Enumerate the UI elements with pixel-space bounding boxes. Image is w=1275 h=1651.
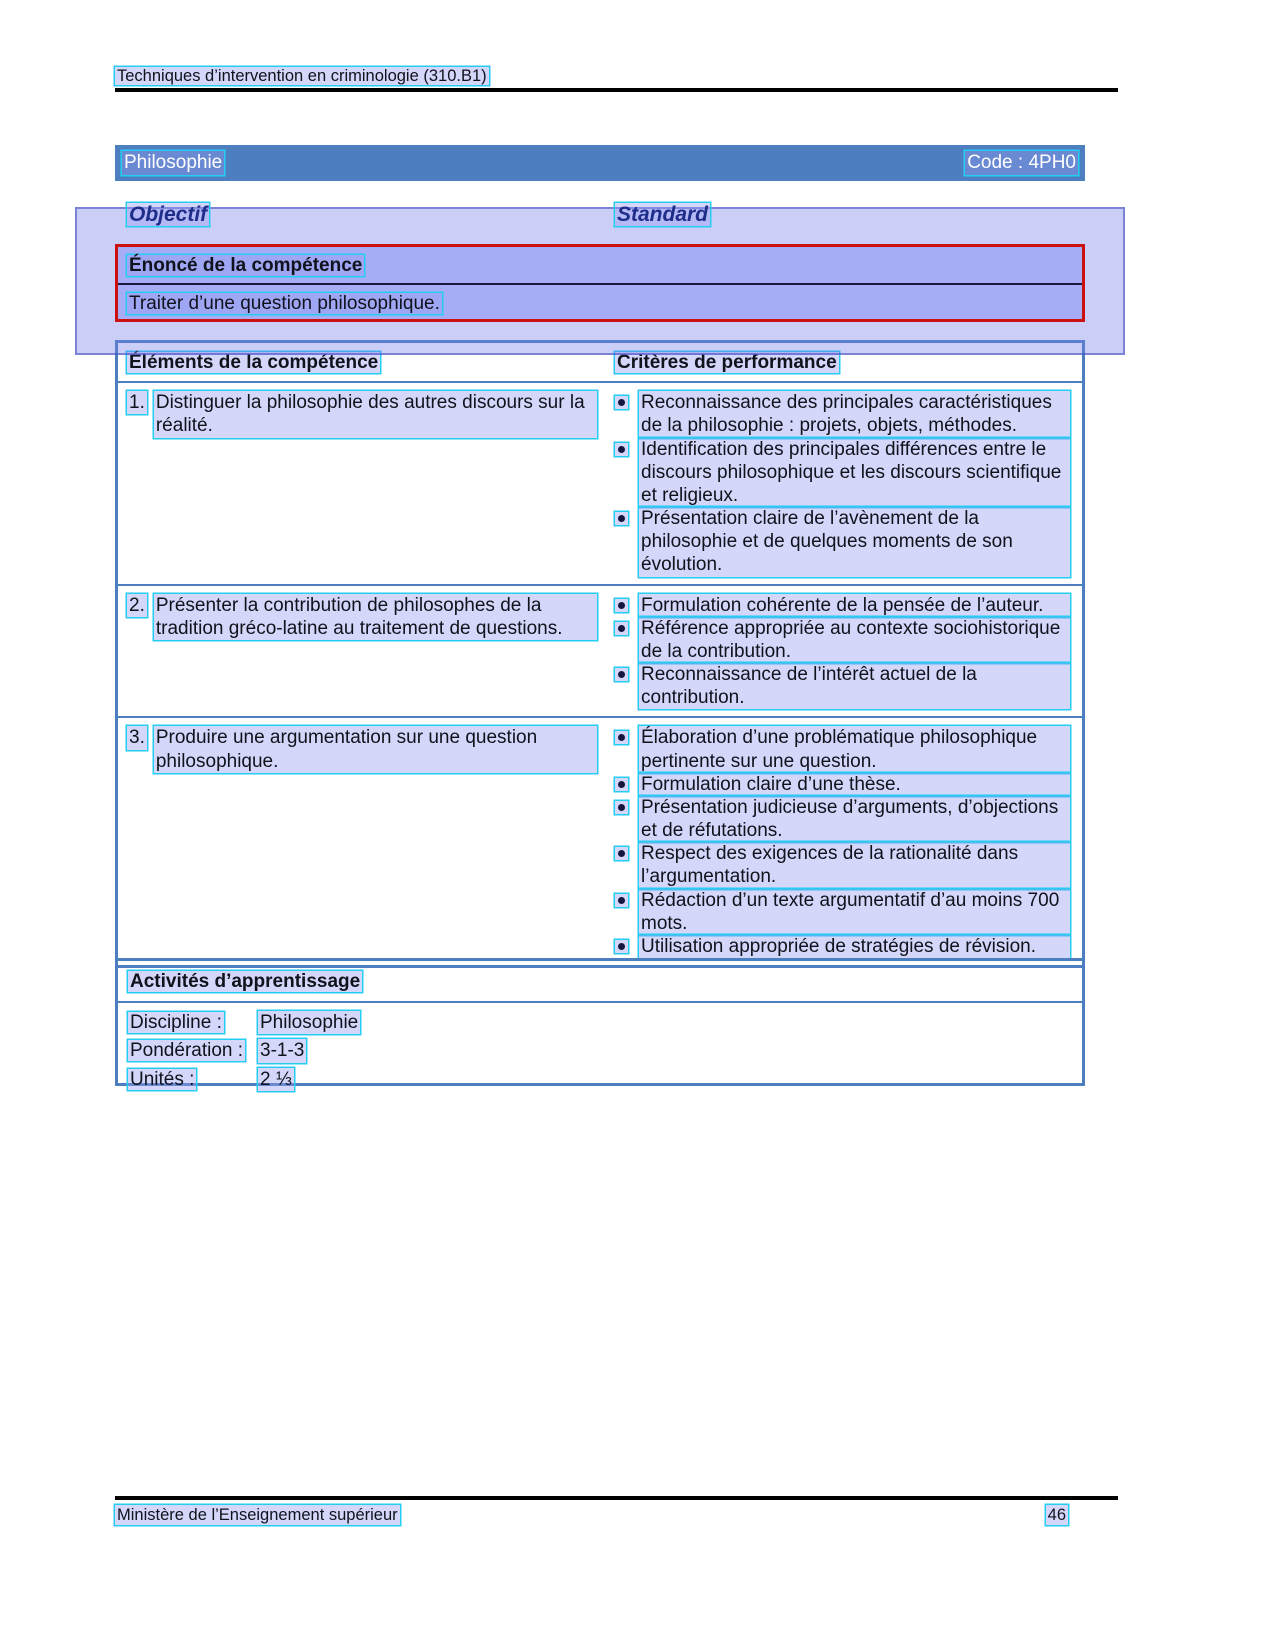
activity-label: Pondération :: [130, 1040, 244, 1062]
element-text: Présenter la contribution de philosophes de la tradition gréco-latine au traitement de questions.: [154, 594, 597, 640]
criterion-text: Utilisation appropriée de stratégies de révision.: [639, 935, 1070, 958]
header-elements: [118, 351, 613, 374]
activity-label: Discipline :: [130, 1012, 222, 1034]
element-number: 2.: [129, 594, 145, 616]
criterion-item: [615, 391, 1070, 437]
bullet-icon: [615, 599, 628, 612]
enonce-statement: Traiter d’une question philosophique.: [129, 293, 440, 315]
criterion-text: Reconnaissance de l’intérêt actuel de la contribution.: [639, 663, 1070, 709]
objectif-label: Objectif: [129, 203, 208, 226]
bullet-icon: [615, 778, 628, 791]
element-text: Distinguer la philosophie des autres discours sur la réalité.: [154, 391, 597, 437]
element-number: 3.: [129, 727, 145, 749]
criterion-text: Présentation judicieuse d’arguments, d’objections et de réfutations.: [639, 796, 1070, 842]
criterion-text: Formulation cohérente de la pensée de l’auteur.: [639, 594, 1070, 617]
discipline-title: Philosophie: [124, 152, 223, 174]
criterion-text: Référence appropriée au contexte sociohistorique de la contribution.: [639, 617, 1070, 663]
enonce-heading-row: [118, 247, 1082, 285]
standard-heading: [615, 202, 710, 228]
criterion-text: Rédaction d’un texte argumentatif d’au moins 700 mots.: [639, 889, 1070, 935]
competence-table: [115, 340, 1085, 968]
bullet-icon: [615, 731, 628, 744]
header-elements-label: Éléments de la compétence: [129, 352, 379, 373]
enonce-competence-box: [115, 244, 1085, 322]
activity-value: 2 ⅓: [260, 1068, 292, 1090]
bullet-icon: [615, 894, 628, 907]
bullet-icon: [615, 396, 628, 409]
header-rule: [115, 88, 1118, 92]
enonce-heading: Énoncé de la compétence: [129, 255, 363, 276]
footer-rule: [115, 1496, 1118, 1500]
element-cell: [118, 726, 613, 958]
criterion-text: Reconnaissance des principales caractéristiques de la philosophie : projets, objets, méthodes.: [639, 391, 1070, 437]
table-row: [118, 718, 1082, 965]
element-cell: [118, 391, 613, 576]
criterion-item: [615, 935, 1070, 958]
activities-heading-row: [118, 961, 1082, 1003]
page-header: [115, 66, 489, 86]
criterion-item: [615, 773, 1070, 796]
header-title: Techniques d’intervention en criminologie (310.B1): [117, 67, 487, 85]
activities-rows: [118, 1003, 1082, 1104]
footer-ministry: Ministère de l’Enseignement supérieur: [117, 1506, 398, 1524]
criterion-item: [615, 594, 1070, 617]
standard-label: Standard: [617, 203, 709, 226]
bullet-icon: [615, 940, 628, 953]
table-row: [118, 586, 1082, 719]
criteria-cell: [613, 726, 1082, 958]
page-footer: [115, 1505, 1118, 1525]
bullet-icon: [615, 847, 628, 860]
criterion-text: Identification des principales différences entre le discours philosophique et les discours scientifique et religieux.: [639, 438, 1070, 508]
activity-row: [128, 1011, 1072, 1034]
criterion-text: Présentation claire de l’avènement de la philosophie et de quelques moments de son évolution.: [639, 507, 1070, 577]
activity-row: [128, 1039, 1072, 1062]
activities-heading: Activités d’apprentissage: [130, 971, 361, 992]
activity-value: 3-1-3: [260, 1040, 305, 1062]
criterion-item: [615, 438, 1070, 508]
course-code: Code : 4PH0: [967, 152, 1076, 174]
bullet-icon: [615, 668, 628, 681]
criterion-item: [615, 842, 1070, 888]
page-number: 46: [1047, 1506, 1066, 1524]
discipline-title-bar: [115, 145, 1085, 181]
enonce-statement-row: [118, 285, 1082, 322]
criteria-cell: [613, 594, 1082, 710]
bullet-icon: [615, 801, 628, 814]
objectif-heading: [127, 202, 209, 228]
element-cell: [118, 594, 613, 710]
element-number: 1.: [129, 392, 145, 414]
bullet-icon: [615, 443, 628, 456]
element-text: Produire une argumentation sur une question philosophique.: [154, 726, 597, 772]
criteria-cell: [613, 391, 1082, 576]
criterion-text: Élaboration d’une problématique philosophique pertinente sur une question.: [639, 726, 1070, 772]
header-criteria: [613, 351, 1082, 374]
activity-value: Philosophie: [260, 1012, 359, 1034]
header-criteria-label: Critères de performance: [617, 352, 837, 373]
criterion-text: Formulation claire d’une thèse.: [639, 773, 1070, 796]
activity-label: Unités :: [130, 1068, 195, 1090]
criterion-item: [615, 796, 1070, 842]
criterion-item: [615, 726, 1070, 772]
table-header-row: [118, 343, 1082, 383]
criterion-item: [615, 507, 1070, 577]
criterion-item: [615, 617, 1070, 663]
activities-box: [115, 958, 1085, 1090]
activity-row: [128, 1068, 1072, 1091]
table-row: [118, 383, 1082, 585]
criterion-item: [615, 889, 1070, 935]
criterion-text: Respect des exigences de la rationalité dans l’argumentation.: [639, 842, 1070, 888]
criterion-item: [615, 663, 1070, 709]
bullet-icon: [615, 622, 628, 635]
bullet-icon: [615, 512, 628, 525]
